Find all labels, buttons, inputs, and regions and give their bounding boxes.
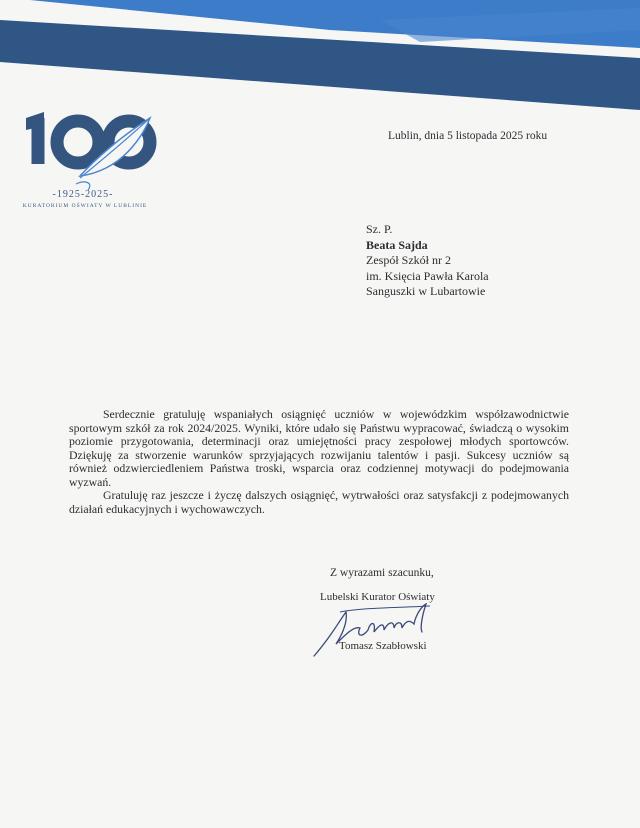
recipient-block: [366, 222, 489, 300]
recipient-name: Beata Sajda: [366, 237, 428, 252]
logo-digit-zero-first: [57, 121, 99, 163]
signer-name: Tomasz Szabłowski: [339, 640, 427, 652]
logo-years: -1925-2025-: [52, 189, 114, 200]
signer-title: Lubelski Kurator Oświaty: [320, 591, 435, 603]
body-paragraph-2: Gratuluję raz jeszcze i życzę dalszych osiągnięć, wytrwałości oraz satysfakcji z podejmowanych działań edukacyjnych i wychowawczych.: [69, 488, 569, 516]
recipient-salutation: Sz. P.: [366, 222, 393, 236]
letter-date: Lublin, dnia 5 listopada 2025 roku: [388, 130, 548, 142]
letter-body: [69, 408, 569, 516]
recipient-line2: im. Księcia Pawła Karola: [366, 268, 489, 283]
header-stripes: [0, 0, 640, 110]
recipient-line1: Zespół Szkół nr 2: [366, 253, 451, 267]
closing-line: Z wyrazami szacunku,: [330, 567, 434, 579]
body-paragraph-1: Serdecznie gratuluję wspaniałych osiągnięć uczniów w wojewódzkim współzawodnictwie sportowym szkół za rok 2024/2025. Wyniki, które udało się Państwu wypracować, świadczą o wysokim poziomie przygotowania, determinacji oraz umiejętności pracy zespołowej młodych sportowców. Dziękuję za stworzenie warunków sprzyjających rozwijaniu talentów i pasji. Sukcesy uczniów są również odzwierciedleniem Państwa troski, wsparcia oraz codziennej motywacji do podejmowania wyzwań.: [69, 407, 569, 489]
recipient-line3: Sanguszki w Lubartowie: [366, 284, 486, 298]
logo-institution: KURATORIUM OŚWIATY W LUBLINIE: [22, 203, 148, 209]
